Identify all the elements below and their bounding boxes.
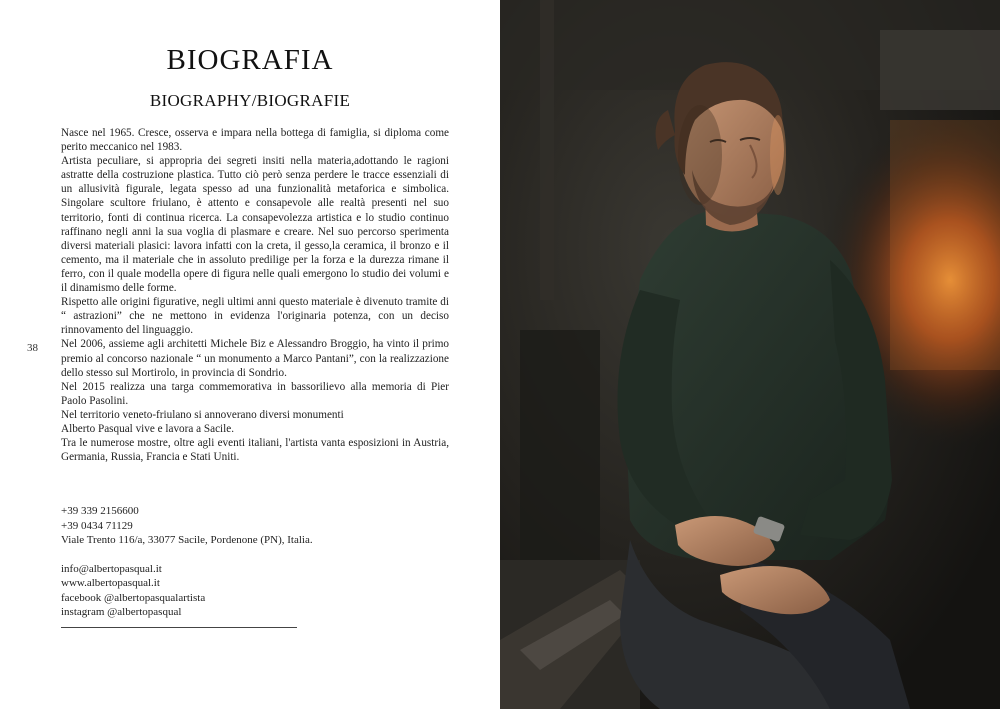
phone-mobile[interactable]: +39 339 2156600 (61, 505, 139, 517)
bio-paragraph: Rispetto alle origini figurative, negli ultimi anni questo materiale è divenuto tramite di “ astrazioni” che ne mettono in evidenza l'originaria potenza, con un deciso rinnovamento del linguaggio. (61, 296, 449, 337)
contact-spacer (61, 548, 361, 562)
artist-portrait-photo (500, 0, 1000, 709)
postal-address: Viale Trento 116/a, 33077 Sacile, Pordenone (PN), Italia. (61, 534, 313, 546)
page-title: BIOGRAFIA (166, 44, 334, 76)
bio-paragraph: Nasce nel 1965. Cresce, osserva e impara nella bottega di famiglia, si diploma come perito meccanico nel 1983. (61, 127, 449, 154)
email-link[interactable]: info@albertopasqual.it (61, 562, 162, 575)
website-link[interactable]: www.albertopasqual.it (61, 577, 160, 589)
bio-paragraph: Nel territorio veneto-friulano si annoverano diversi monumenti (61, 408, 344, 421)
bio-paragraph: Artista peculiare, si appropria dei segreti insiti nella materia,adottando le ragioni astratte della costruzione plastica. Tutto ciò però senza perdere le tracce essenziali di un allusività figurale, legata spesso ad una funzionalità metaforica e simbolica. Singolare scultore friulano, è attento e consapevole alle realtà presenti nel suo territorio, fonti di continua ricerca. La consapevolezza artistica e lo studio continuo raffinano negli anni la sua voglia di plasmare e creare. Nel suo percorso sperimenta diversi materiali plasici: lavora infatti con la creta, il gesso,la ceramica, il bronzo e il cemento, ma il materiale che in assoluto predilige per la forza e la durezza rimane il ferro, con il quale modella opere di figura nelle quali emergono lo studio dei volumi e il dinamismo delle forme. (61, 155, 449, 295)
portrait-illustration (500, 0, 1000, 709)
bio-paragraph: Alberto Pasqual vive e lavora a Sacile. (61, 422, 235, 435)
bio-paragraph: Nel 2006, assieme agli architetti Michele Biz e Alessandro Broggio, ha vinto il primo premio al concorso nazionale “ un monumento a Marco Pantani”, con la realizzazione dello stesso sul Mortirolo, in provincia di Sondrio. (61, 338, 449, 379)
page-number: 38 (27, 342, 38, 354)
instagram-link[interactable]: instagram @albertopasqual (61, 606, 182, 618)
divider-line (61, 627, 297, 628)
bio-paragraph: Nel 2015 realizza una targa commemorativa in bassorilievo alla memoria di Pier Paolo Pasolini. (61, 380, 449, 407)
phone-landline[interactable]: +39 0434 71129 (61, 519, 133, 532)
contact-block (61, 504, 361, 620)
biography-text (61, 126, 449, 464)
bio-paragraph: Tra le numerose mostre, oltre agli eventi italiani, l'artista vanta esposizioni in Austria, Germania, Russia, Francia e Stati Uniti. (61, 437, 449, 464)
page-subtitle: BIOGRAPHY/BIOGRAFIE (149, 91, 351, 110)
facebook-link[interactable]: facebook @albertopasqualartista (61, 591, 206, 604)
